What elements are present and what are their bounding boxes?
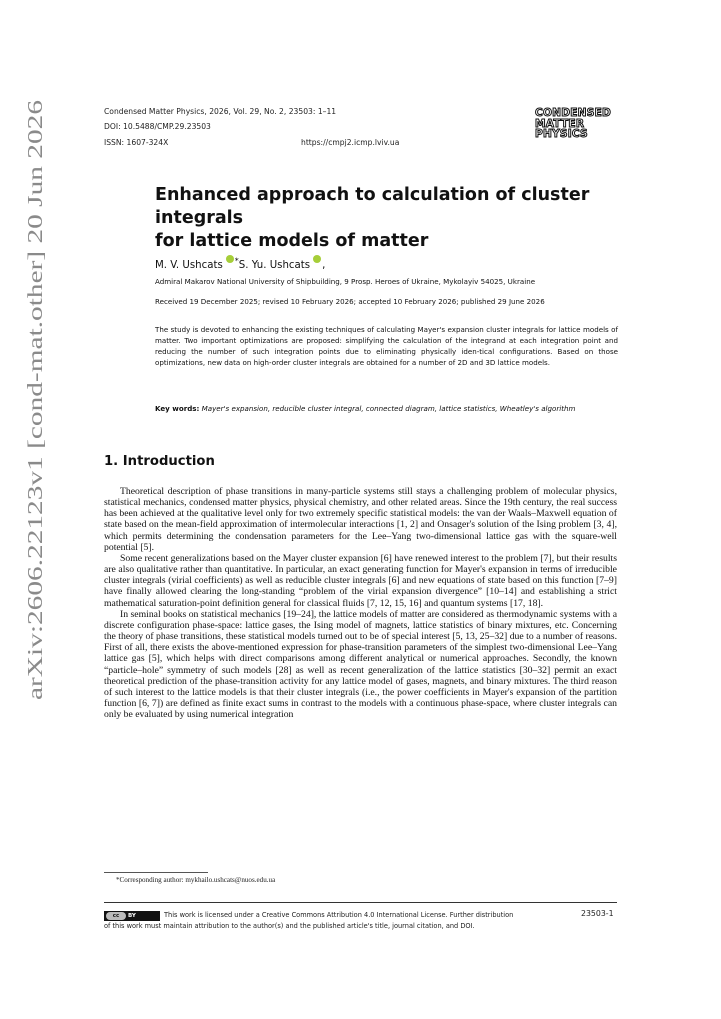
orcid-icon[interactable]	[313, 255, 321, 263]
authors-line	[155, 255, 325, 271]
title-line-1: Enhanced approach to calculation of cluster integrals	[155, 185, 590, 228]
keywords	[155, 403, 618, 414]
journal-url-link[interactable]: https://cmpj2.icmp.lviv.ua	[301, 138, 400, 147]
footnote-divider	[104, 872, 208, 873]
arxiv-identifier: arXiv:2606.22123v1 [cond-mat.other] 20 Jun 2026	[23, 270, 47, 700]
publication-dates: Received 19 December 2025; revised 10 February 2026; accepted 10 February 2026; published 29 June 2026	[155, 297, 545, 306]
corresponding-author-footnote: *Corresponding author: mykhailo.ushcats@nuos.edu.ua	[116, 876, 276, 884]
journal-logo	[535, 108, 617, 140]
affiliation: Admiral Makarov National University of Shipbuilding, 9 Prosp. Heroes of Ukraine, Mykolayiv 54025, Ukraine	[155, 277, 536, 286]
corresponding-marker: *	[234, 256, 239, 266]
section-heading: 1. Introduction	[104, 454, 215, 469]
title-line-2: for lattice models of matter	[155, 231, 429, 251]
author-name[interactable]: S. Yu. Ushcats	[238, 260, 311, 271]
cc-icon: cc	[106, 912, 126, 920]
body-paragraph: Theoretical description of phase transitions in many-particle systems still stays a challenging problem of molecular physics, statistical mechanics, condensed matter physics, physical chemistry, and other related areas. Since the 19th century, the real success has been achieved at the qualitative level only for two extremely specific statistical models: the van der Waals–Maxwell equation of state based on the mean-field approximation of intermolecular interactions [1, 2] and Onsager's solution of the Ising problem [3, 4], which permits determining the condensation parameters for the Lee–Yang two-dimensional lattice gas with the square-well potential [5].	[104, 486, 617, 553]
author-name[interactable]: M. V. Ushcats	[155, 260, 223, 271]
logo-line-condensed: CONDENSED	[535, 107, 612, 119]
keywords-list: Mayer's expansion, reducible cluster integral, connected diagram, lattice statistics, Wheatley's algorithm	[201, 404, 576, 413]
arxiv-stamp	[20, 80, 50, 700]
page-number: 23503-1	[581, 909, 614, 918]
doi-line[interactable]: DOI: 10.5488/CMP.29.23503	[104, 122, 211, 131]
keywords-label: Key words:	[155, 404, 200, 413]
author-separator: ,	[322, 260, 326, 271]
footer-divider	[104, 902, 617, 903]
journal-citation: Condensed Matter Physics, 2026, Vol. 29, No. 2, 23503: 1–11	[104, 107, 337, 116]
license-text: This work is licensed under a Creative Commons Attribution 4.0 International License. Further distribution	[164, 911, 514, 919]
body-paragraph: Some recent generalizations based on the Mayer cluster expansion [6] have renewed interest to the problem [7], but their results are also qualitative rather than quantitative. In particular, an exact generating function for Mayer's expansion in terms of irreducible cluster integrals (virial coefficients) as well as reducible cluster integrals [6] and new equations of state based on this function [7–9] have finally allowed clearing the long-standing “problem of the virial expansion divergence” [10–14] and establishing a strict mathematical saturation-point definition general for classical fluids [7, 12, 15, 16] and quantum systems [17, 18].	[104, 552, 617, 609]
paper-title	[155, 184, 625, 253]
issn-line: ISSN: 1607-324X	[104, 138, 169, 147]
logo-line-physics: PHYSICS	[535, 128, 588, 140]
abstract: The study is devoted to enhancing the existing techniques of calculating Mayer's expansion cluster integrals for lattice models of matter. Two important optimizations are proposed: simplifying the calculation of the integrand at each integration point and reducing the number of such integration points due to eliminating physically iden-tical configurations. Based on those optimizations, new data on high-order cluster integrals are obtained for a number of 2D and 3D lattice models.	[155, 325, 618, 368]
by-icon: BY	[128, 913, 136, 919]
section-body	[104, 486, 617, 720]
orcid-icon[interactable]	[226, 255, 234, 263]
license-text-continued: of this work must maintain attribution to the author(s) and the published article's title, journal citation, and DOI.	[104, 922, 475, 930]
logo-line-matter: MATTER	[535, 117, 585, 130]
body-paragraph: In seminal books on statistical mechanics [19–24], the lattice models of matter are considered as thermodynamic systems with a discrete configuration phase-space: lattice gases, the Ising model of magnets, lattice statistics of binary mixtures, etc. Concerning the theory of phase transitions, these statistical models turned out to be of special interest [5, 13, 25–32] due to a number of reasons. First of all, there exists the above-mentioned expression for phase-transition parameters of the simplest two-dimensional Lee–Yang lattice gas [5], which helps with direct comparisons among different analytical or numerical approaches. Secondly, the known “particle–hole” symmetry of such models [28] as well as recent generalization of the lattice statistics [30–32] permit an exact theoretical prediction of the phase-transition activity for any lattice model of gases, magnets, and binary mixtures. The third reason of such interest to the lattice models is that their cluster integrals (i.e., the power coefficients in Mayer's expansion of the partition function [6, 7]) are defined as finite exact sums in contrast to the models with a continuous phase-space, where cluster integrals can only be evaluated by using numerical integration	[104, 608, 617, 721]
cc-by-license-badge[interactable]	[104, 911, 160, 921]
